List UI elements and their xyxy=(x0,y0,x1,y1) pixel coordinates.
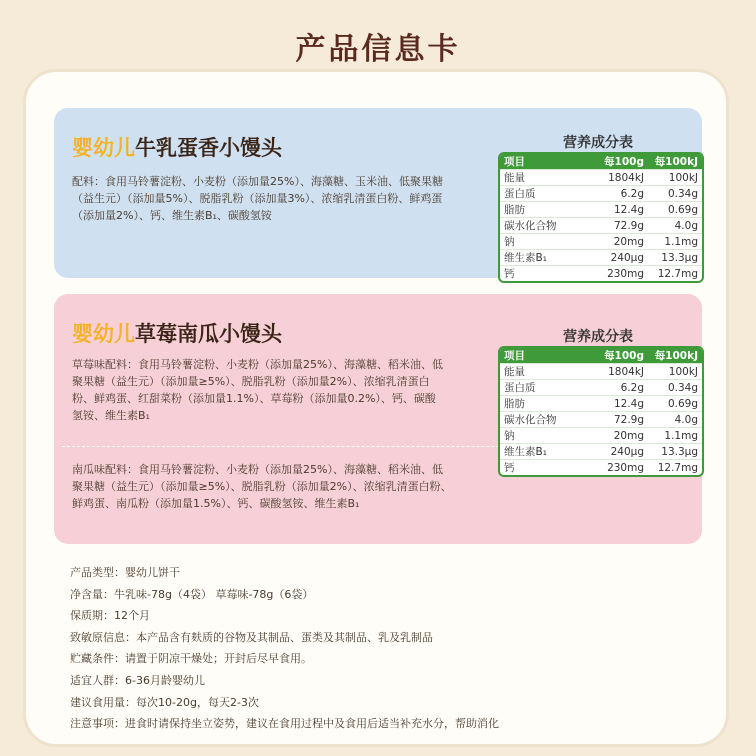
product-panel-milk xyxy=(54,108,702,278)
nutrient-name: 钠 xyxy=(500,234,586,250)
nutrition-header-row xyxy=(500,154,702,170)
nutrition-row xyxy=(500,396,702,412)
nutrition-row xyxy=(500,412,702,428)
header-per-100g: 每100g xyxy=(586,154,648,170)
nutrient-per-100kj: 1.1mg xyxy=(648,234,702,250)
nutrition-title: 营养成分表 xyxy=(563,135,633,151)
ingredients-text-strawberry: 草莓味配料：食用马铃薯淀粉、小麦粉（添加量25%）、海藻糖、稻米油、低聚果糖（益生元）（添加量≥5%）、脱脂乳粉（添加量2%）、浓缩乳清蛋白粉、鲜鸡蛋、红甜菜粉（添加量1.1%）、草莓粉（添加量0.2%）、钙、碳酸氢铵、维生素B₁ xyxy=(72,358,443,422)
header-per-100kj: 每100kJ xyxy=(648,348,702,364)
nutrient-per-100kj: 13.3μg xyxy=(648,250,702,266)
nutrient-per-100g: 6.2g xyxy=(586,380,648,396)
nutrient-name: 维生素B₁ xyxy=(500,250,586,266)
nutrition-header-row xyxy=(500,348,702,364)
nutrition-row xyxy=(500,380,702,396)
nutrition-row xyxy=(500,460,702,476)
page-title: 产品信息卡 xyxy=(295,32,461,67)
nutrient-name: 蛋白质 xyxy=(500,186,586,202)
nutrition-row xyxy=(500,428,702,444)
nutrient-name: 钙 xyxy=(500,460,586,476)
nutrient-per-100g: 20mg xyxy=(586,428,648,444)
nutrient-per-100kj: 100kJ xyxy=(648,170,702,186)
nutrition-row xyxy=(500,444,702,460)
info-card xyxy=(26,72,726,744)
header-per-100g: 每100g xyxy=(586,348,648,364)
nutrition-row xyxy=(500,202,702,218)
nutrition-row xyxy=(500,364,702,380)
product-name xyxy=(72,132,282,162)
nutrient-per-100kj: 0.34g xyxy=(648,380,702,396)
info-suitable-age: 适宜人群：6-36月龄婴幼儿 xyxy=(70,673,205,687)
header-per-100kj: 每100kJ xyxy=(648,154,702,170)
nutrient-per-100g: 12.4g xyxy=(586,396,648,412)
header-item: 项目 xyxy=(500,154,586,170)
nutrient-name: 脂肪 xyxy=(500,202,586,218)
nutrient-per-100g: 230mg xyxy=(586,266,648,282)
nutrition-row xyxy=(500,250,702,266)
nutrient-name: 钙 xyxy=(500,266,586,282)
nutrition-row xyxy=(500,170,702,186)
nutrient-per-100kj: 0.34g xyxy=(648,186,702,202)
info-storage: 贮藏条件：请置于阴凉干燥处；开封后尽早食用。 xyxy=(70,652,312,666)
nutrient-per-100kj: 12.7mg xyxy=(648,266,702,282)
nutrient-per-100g: 72.9g xyxy=(586,218,648,234)
info-notes: 注意事项：进食时请保持坐立姿势，建议在食用过程中及食用后适当补充水分，帮助消化 xyxy=(70,717,499,731)
nutrient-name: 能量 xyxy=(500,170,586,186)
product-name-prefix: 婴幼儿 xyxy=(72,136,135,160)
product-info-list xyxy=(70,562,710,735)
nutrient-name: 脂肪 xyxy=(500,396,586,412)
nutrient-name: 能量 xyxy=(500,364,586,380)
nutrition-title: 营养成分表 xyxy=(563,329,633,345)
nutrient-per-100kj: 4.0g xyxy=(648,412,702,428)
nutrition-row xyxy=(500,218,702,234)
nutrient-per-100g: 230mg xyxy=(586,460,648,476)
product-name xyxy=(72,318,282,348)
nutrient-per-100g: 6.2g xyxy=(586,186,648,202)
nutrient-name: 碳水化合物 xyxy=(500,412,586,428)
nutrition-table xyxy=(498,346,704,477)
info-allergens: 致敏原信息：本产品含有麸质的谷物及其制品、蛋类及其制品、乳及乳制品 xyxy=(70,630,433,644)
product-name-rest: 草莓南瓜小馒头 xyxy=(135,322,282,346)
nutrient-per-100g: 1804kJ xyxy=(586,364,648,380)
nutrient-per-100kj: 0.69g xyxy=(648,396,702,412)
nutrient-per-100kj: 4.0g xyxy=(648,218,702,234)
nutrient-name: 钠 xyxy=(500,428,586,444)
nutrient-per-100g: 240μg xyxy=(586,444,648,460)
nutrient-name: 蛋白质 xyxy=(500,380,586,396)
info-product-type: 产品类型：婴幼儿饼干 xyxy=(70,566,180,579)
header-item: 项目 xyxy=(500,348,586,364)
info-net-content: 净含量：牛乳味-78g（4袋） 草莓味-78g（6袋） xyxy=(70,587,314,601)
ingredients-text-pumpkin: 南瓜味配料：食用马铃薯淀粉、小麦粉（添加量25%）、海藻糖、稻米油、低聚果糖（益生元）（添加量≥5%）、脱脂乳粉（添加量2%）、浓缩乳清蛋白粉、鲜鸡蛋、南瓜粉（添加量1.5%）、钙、碳酸氢铵、维生素B₁ xyxy=(72,463,452,510)
info-serving: 建议食用量：每次10-20g，每天2-3次 xyxy=(70,695,259,709)
nutrient-name: 维生素B₁ xyxy=(500,444,586,460)
product-name-prefix: 婴幼儿 xyxy=(72,322,135,346)
nutrient-per-100g: 240μg xyxy=(586,250,648,266)
nutrient-per-100kj: 0.69g xyxy=(648,202,702,218)
nutrient-name: 碳水化合物 xyxy=(500,218,586,234)
nutrient-per-100g: 20mg xyxy=(586,234,648,250)
nutrition-row xyxy=(500,266,702,282)
nutrient-per-100g: 12.4g xyxy=(586,202,648,218)
nutrient-per-100kj: 13.3μg xyxy=(648,444,702,460)
nutrient-per-100g: 72.9g xyxy=(586,412,648,428)
ingredients-text: 配料：食用马铃薯淀粉、小麦粉（添加量25%）、海藻糖、玉米油、低聚果糖（益生元）（添加量5%）、脱脂乳粉（添加量3%）、浓缩乳清蛋白粉、鲜鸡蛋（添加量2%）、钙、维生素B₁、碳酸氢铵 xyxy=(72,175,443,222)
nutrient-per-100g: 1804kJ xyxy=(586,170,648,186)
nutrition-row xyxy=(500,234,702,250)
nutrient-per-100kj: 12.7mg xyxy=(648,460,702,476)
nutrition-row xyxy=(500,186,702,202)
product-name-rest: 牛乳蛋香小馒头 xyxy=(135,136,282,160)
nutrient-per-100kj: 1.1mg xyxy=(648,428,702,444)
nutrient-per-100kj: 100kJ xyxy=(648,364,702,380)
nutrition-table xyxy=(498,152,704,283)
product-panel-strawberry-pumpkin xyxy=(54,294,702,544)
info-shelf-life: 保质期：12个月 xyxy=(70,609,150,623)
